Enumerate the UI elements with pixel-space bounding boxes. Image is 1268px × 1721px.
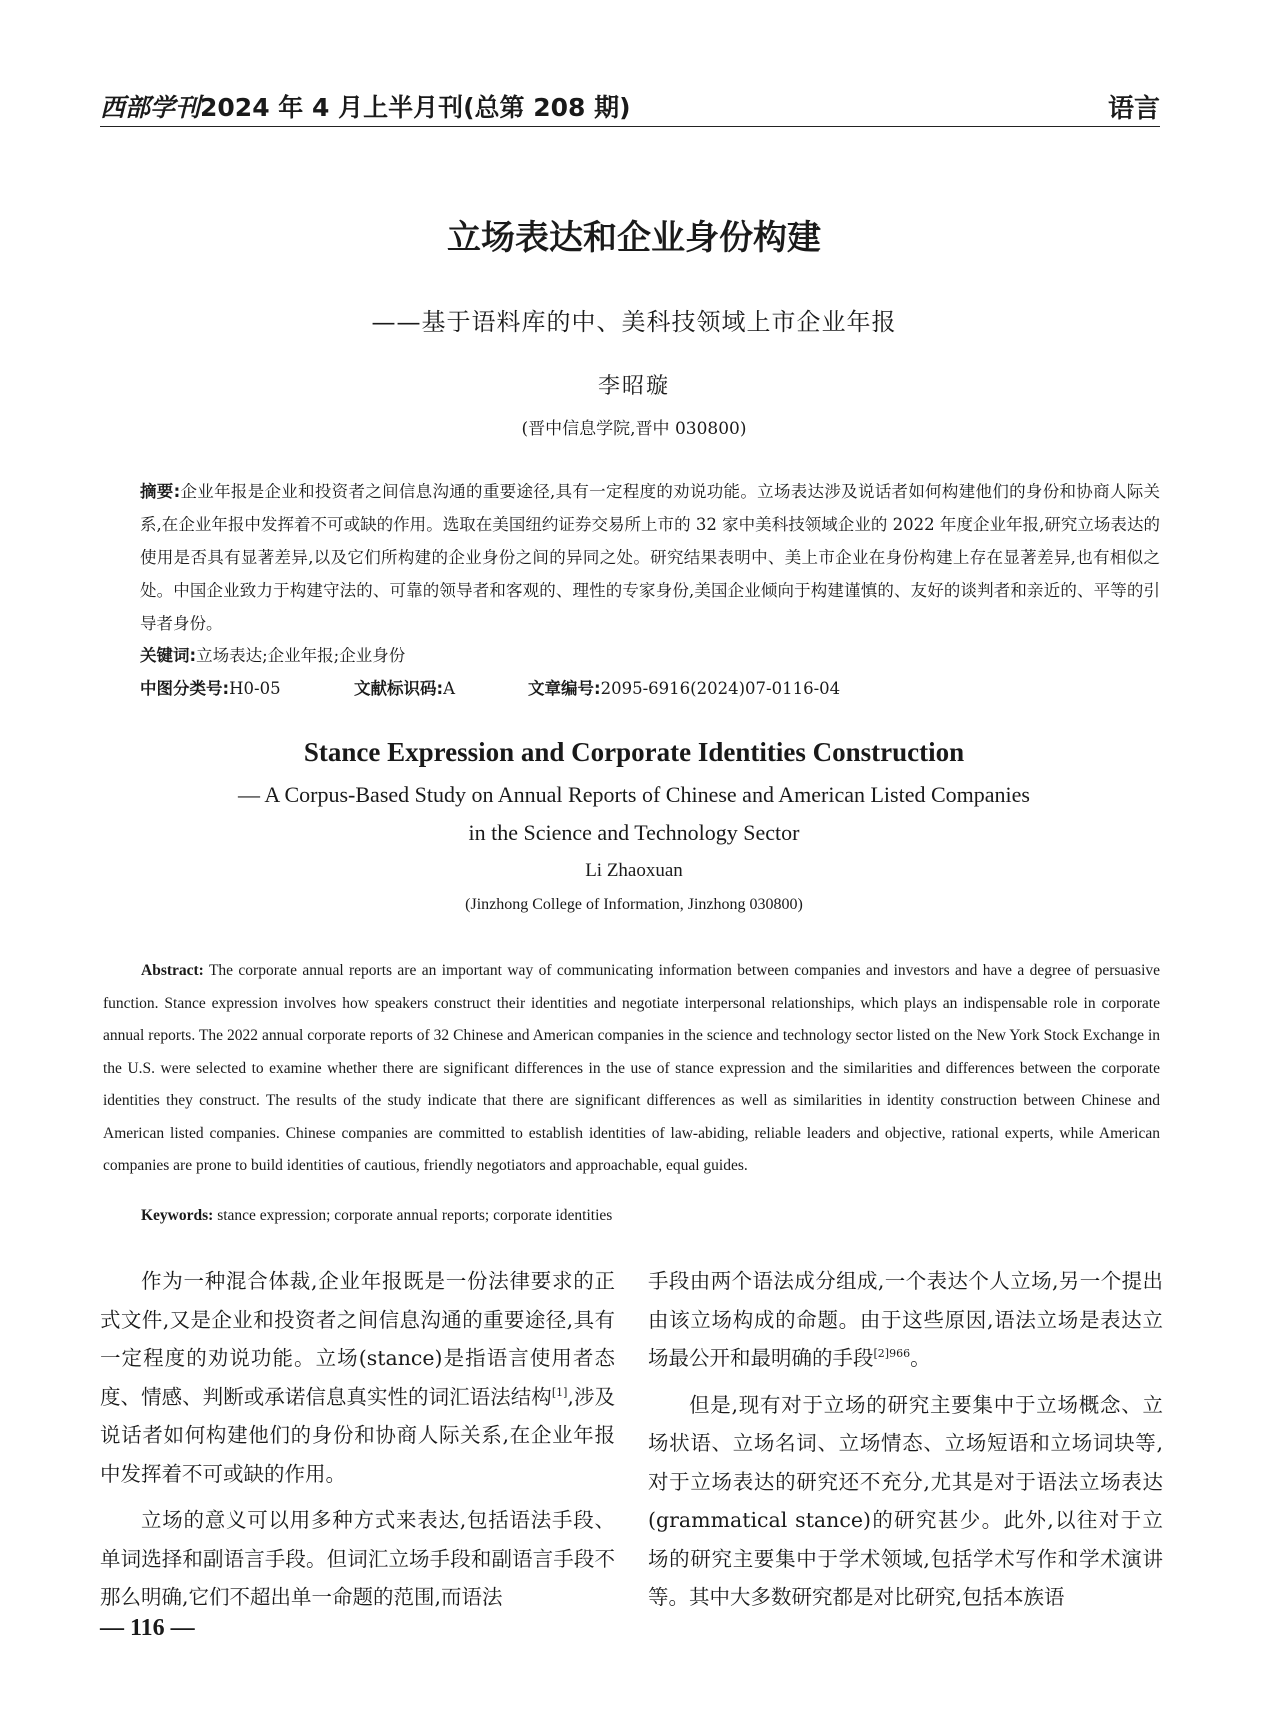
- title-cn: 立场表达和企业身份构建: [447, 218, 821, 258]
- subtitle-en-line1: — A Corpus-Based Study on Annual Reports of Chinese and American Listed Companies: [238, 782, 1030, 807]
- journal-brand: 西部学刊: [100, 93, 201, 122]
- article-number: [528, 675, 840, 699]
- clc-label: 中图分类号:: [140, 679, 230, 698]
- body-text: 。: [910, 1346, 931, 1370]
- abstract-en-text: The corporate annual reports are an important way of communicating information between companies and investors and have a degree of persuasive function. Stance expression involves how speakers construct their identities and negotiate interpersonal relationships, which plays an indispensable role in corporate annual reports. The 2022 annual corporate reports of 32 Chinese and American companies in the science and technology sector listed on the New York Stock Exchange in the U.S. were selected to examine whether there are significant differences in the use of stance expression and the similarities and differences between the corporate identities they construct. The results of the study indicate that there are significant differences as well as similarities in identity construction between Chinese and American listed companies. Chinese companies are committed to establish identities of law-abiding, reliable leaders and objective, rational experts, while American companies are prone to build identities of cautious, friendly negotiators and approachable, equal guides.: [103, 962, 1160, 1174]
- abstract-cn-label: 摘要:: [140, 482, 181, 501]
- body-column-left: [100, 1262, 615, 1625]
- body-text: 作为一种混合体裁,企业年报既是一份法律要求的正式文件,又是企业和投资者之间信息沟通的重要途径,具有一定程度的劝说功能。立场(stance)是指语言使用者态度、情感、判断或承诺信息真实性的词汇语法结构: [100, 1269, 615, 1409]
- article-value: 2095-6916(2024)07-0116-04: [600, 679, 841, 698]
- body-text: 手段由两个语法成分组成,一个表达个人立场,另一个提出由该立场构成的命题。由于这些原因,语法立场是表达立场最公开和最明确的手段: [648, 1269, 1163, 1370]
- body-paragraph: 立场的意义可以用多种方式来表达,包括语法手段、单词选择和副语言手段。但词汇立场手段和副语言手段不那么明确,它们不超出单一命题的范围,而语法: [100, 1508, 615, 1609]
- article-label: 文章编号:: [528, 679, 601, 698]
- page-number: — 116 —: [100, 1615, 195, 1641]
- issue-info: 2024 年 4 月上半月刊(总第 208 期): [200, 93, 631, 122]
- doc-label: 文献标识码:: [354, 679, 444, 698]
- keywords-cn-text: 立场表达;企业年报;企业身份: [196, 646, 406, 665]
- body-text: ,涉及说话者如何构建他们的身份和协商人际关系,在企业年报中发挥着不可或缺的作用。: [100, 1384, 615, 1486]
- citation-ref: [1]: [551, 1385, 568, 1399]
- affiliation-en: (Jinzhong College of Information, Jinzhong 030800): [465, 896, 803, 913]
- abstract-en: [103, 955, 1160, 1183]
- body-column-right: [648, 1262, 1163, 1625]
- abstract-en-label: Abstract:: [141, 962, 204, 979]
- body-paragraph: [648, 1262, 1163, 1378]
- doc-value: A: [443, 679, 456, 698]
- section-label: 语言: [1107, 94, 1160, 124]
- body-paragraph: 但是,现有对于立场的研究主要集中于立场概念、立场状语、立场名词、立场情态、立场短语和立场词块等,对于立场表达的研究还不充分,尤其是对于语法立场表达(grammatical stance)的研究甚少。此外,以往对于立场的研究主要集中于学术领域,包括学术写作和学术演讲等。其中大多数研究都是对比研究,包括本族语: [648, 1392, 1163, 1609]
- author-en: Li Zhaoxuan: [585, 860, 683, 881]
- clc-number: [140, 675, 281, 699]
- subtitle-en-line2: in the Science and Technology Sector: [468, 820, 800, 845]
- doc-code: [354, 675, 455, 699]
- header-divider: [100, 126, 1160, 127]
- subtitle-cn: ——基于语料库的中、美科技领域上市企业年报: [371, 308, 897, 336]
- title-en: Stance Expression and Corporate Identities Construction: [303, 737, 965, 767]
- clc-value: H0-05: [229, 679, 281, 698]
- keywords-cn: [140, 642, 405, 666]
- citation-ref: [2]966: [873, 1347, 911, 1361]
- affiliation-cn: (晋中信息学院,晋中 030800): [521, 419, 747, 439]
- keywords-cn-label: 关键词:: [140, 646, 197, 665]
- keywords-en: [141, 1207, 612, 1225]
- body-paragraph: [100, 1262, 615, 1493]
- abstract-cn: [140, 475, 1160, 640]
- keywords-en-label: Keywords:: [141, 1207, 214, 1224]
- author-cn: 李昭璇: [597, 374, 670, 399]
- keywords-en-text: stance expression; corporate annual reports; corporate identities: [217, 1207, 613, 1224]
- running-header: [100, 88, 631, 124]
- abstract-cn-text: 企业年报是企业和投资者之间信息沟通的重要途径,具有一定程度的劝说功能。立场表达涉及说话者如何构建他们的身份和协商人际关系,在企业年报中发挥着不可或缺的作用。选取在美国纽约证券交易所上市的 32 家中美科技领域企业的 2022 年度企业年报,研究立场表达的使用是否具有显著差异,以及它们所构建的企业身份之间的异同之处。研究结果表明中、美上市企业在身份构建上存在显著差异,也有相似之处。中国企业致力于构建守法的、可靠的领导者和客观的、理性的专家身份,美国企业倾向于构建谨慎的、友好的谈判者和亲近的、平等的引导者身份。: [140, 482, 1160, 633]
